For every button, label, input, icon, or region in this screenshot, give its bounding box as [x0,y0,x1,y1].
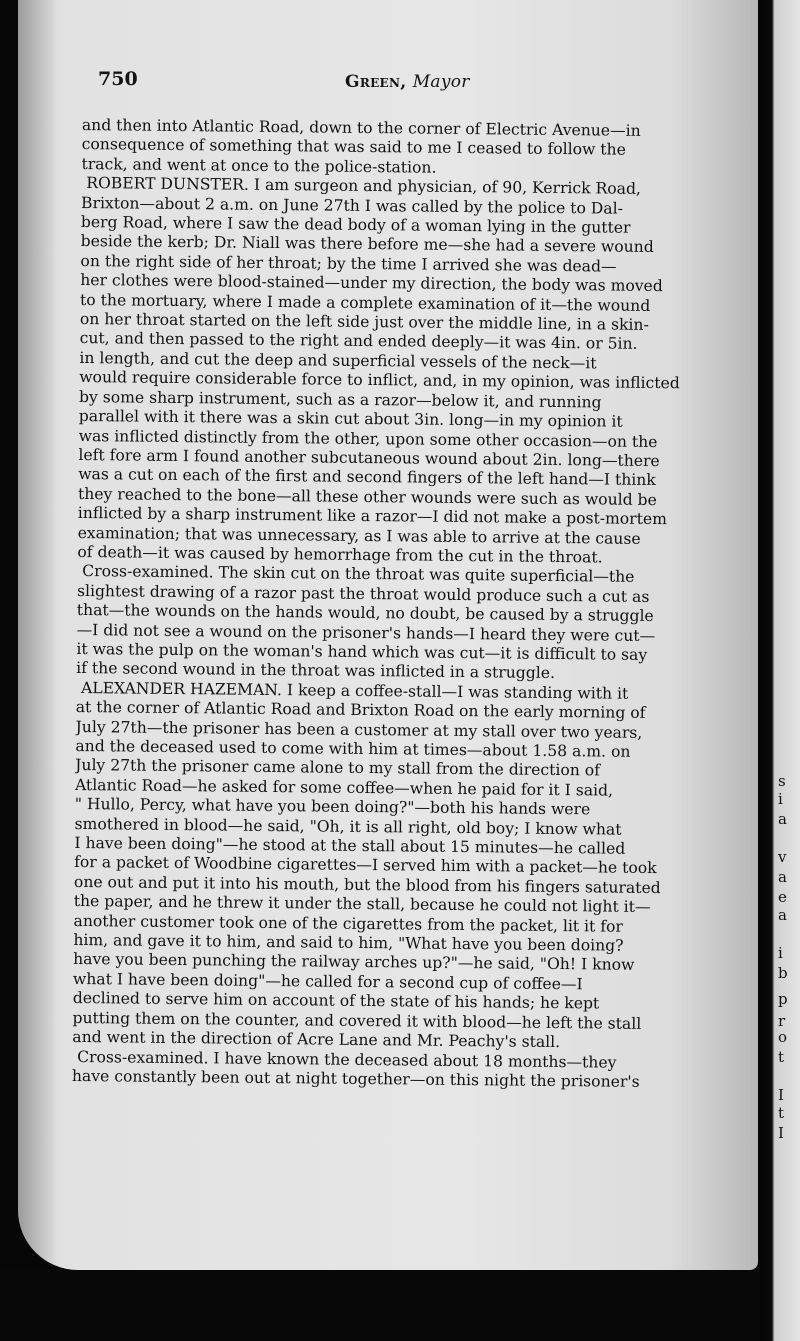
text-line: have constantly been out at night together—on this night the prisoner's [71,1066,640,1091]
margin-fragment: p [778,990,788,1008]
text-line: putting them on the counter, and covered it with blood—he left the stall [72,1008,642,1033]
text-line: Atlantic Road—he asked for some coffee—when he paid for it I said, [74,775,614,800]
text-line: July 27th—the prisoner has been a customer at my stall over two years, [75,717,643,742]
text-line: would require considerable force to inflict, and, in my opinion, was inflicted [79,368,680,393]
text-line: have you been punching the railway arches up?"—he said, "Oh! I know [73,950,635,975]
text-line: one out and put it into his mouth, but the blood from his fingers saturated [73,872,661,897]
text-line: consequence of something that was said to me I ceased to follow the [81,135,626,160]
text-line: by some sharp instrument, such as a razor—below it, and running [78,387,602,412]
margin-fragment: I [778,1086,784,1104]
text-line: I have been doing"—he stood at the stall about 15 minutes—he called [74,833,626,858]
text-line: at the corner of Atlantic Road and Brixton Road on the early morning of [75,698,646,723]
margin-fragment: s [778,772,786,790]
margin-fragment: i [778,790,783,808]
text-line: was inflicted distinctly from the other, upon some other occasion—on the [78,426,658,451]
margin-fragment: t [778,1104,785,1122]
text-line: smothered in blood—he said, "Oh, it is all right, old boy; I know what [74,814,622,839]
text-line: —I did not see a wound on the prisoner's hands—I heard they were cut— [76,620,656,645]
text-line: cut, and then passed to the right and ended deeply—it was 4in. or 5in. [79,329,638,354]
text-line: track, and went at once to the police-station. [81,154,437,177]
text-line: berg Road, where I saw the dead body of a woman lying in the gutter [80,213,631,237]
text-line: ROBERT DUNSTER. I am surgeon and physician, of 90, Kerrick Road, [86,174,642,199]
text-line: July 27th the prisoner came alone to my stall from the direction of [75,756,601,780]
margin-fragment: t [778,1048,785,1066]
text-line: and then into Atlantic Road, down to the corner of Electric Avenue—in [81,116,641,140]
text-line: and the deceased used to come with him at times—about 1.58 a.m. on [75,736,631,761]
text-line: Brixton—about 2 a.m. on June 27th I was called by the police to Dal- [80,193,624,218]
running-head [345,72,470,92]
text-line: " Hullo, Percy, what have you been doing?"—both his hands were [74,795,591,819]
running-head-title: Mayor [412,72,470,92]
text-line: another customer took one of the cigarettes from the packet, lit it for [73,911,624,936]
text-line: Cross-examined. The skin cut on the throat was quite superficial—the [82,562,635,587]
text-line: her clothes were blood-stained—under my direction, the body was moved [80,271,663,296]
text-line: beside the kerb; Dr. Niall was there before me—she had a severe wound [80,232,654,257]
page-number: 750 [98,68,138,90]
margin-fragment: o [778,1028,788,1046]
margin-fragment: i [778,944,783,962]
text-line: in length, and cut the deep and superficial vessels of the neck—it [79,348,597,373]
text-line: if the second wound in the throat was inflicted in a struggle. [76,659,556,683]
body-text [72,116,726,1093]
text-line: for a packet of Woodbine cigarettes—I served him with a packet—he took [74,853,657,878]
text-line: him, and gave it to him, and said to him, "What have you been doing? [73,931,624,955]
text-line: inflicted by a sharp instrument like a razor—I did not make a post-mortem [77,504,668,529]
text-line: to the mortuary, where I made a complete examination of it—the wound [79,290,651,315]
text-line: they reached to the bone—all these other wounds were such as would be [77,484,657,509]
book-page [18,0,758,1270]
text-line: parallel with it there was a skin cut about 3in. long—in my opinion it [78,407,623,431]
text-line: on her throat started on the left side just over the middle line, in a skin- [79,310,649,335]
text-line: of death—it was caused by hemorrhage from the cut in the throat. [77,542,603,567]
running-head-name: Green, [345,72,407,92]
text-line: that—the wounds on the hands would, no doubt, be caused by a struggle [76,601,654,626]
text-line: and went in the direction of Acre Lane and Mr. Peachy's stall. [72,1028,561,1052]
margin-fragment: I [778,1124,784,1142]
scan-background [0,1270,760,1341]
text-line: ALEXANDER HAZEMAN. I keep a coffee-stall—I was standing with it [80,678,629,703]
margin-fragment: e [778,888,787,906]
text-line: on the right side of her throat; by the time I arrived she was dead— [80,251,617,276]
text-line: it was the pulp on the woman's hand which was cut—it is difficult to say [76,639,648,664]
facing-page-edge [760,0,800,1341]
page-header [18,68,758,98]
gutter-shadow [18,0,58,1270]
text-line: examination; that was unnecessary, as I was able to arrive at the cause [77,523,641,548]
text-line: slightest drawing of a razor past the throat would produce such a cut as [76,581,650,606]
margin-fragment: a [778,906,787,924]
margin-fragment: a [778,868,787,886]
text-line: left fore arm I found another subcutaneous wound about 2in. long—there [78,445,660,470]
text-line: Cross-examined. I have known the deceased about 18 months—they [77,1047,617,1072]
text-line: declined to serve him on account of the state of his hands; he kept [72,989,600,1013]
margin-fragment: r [778,1012,786,1030]
text-line: what I have been doing"—he called for a second cup of coffee—I [72,969,583,994]
text-line: was a cut on each of the first and second fingers of the left hand—I think [78,465,656,490]
margin-fragment: b [778,964,788,982]
margin-fragment: v [778,848,787,866]
text-line: the paper, and he threw it under the stall, because he could not light it— [73,892,651,917]
margin-fragment: a [778,810,787,828]
